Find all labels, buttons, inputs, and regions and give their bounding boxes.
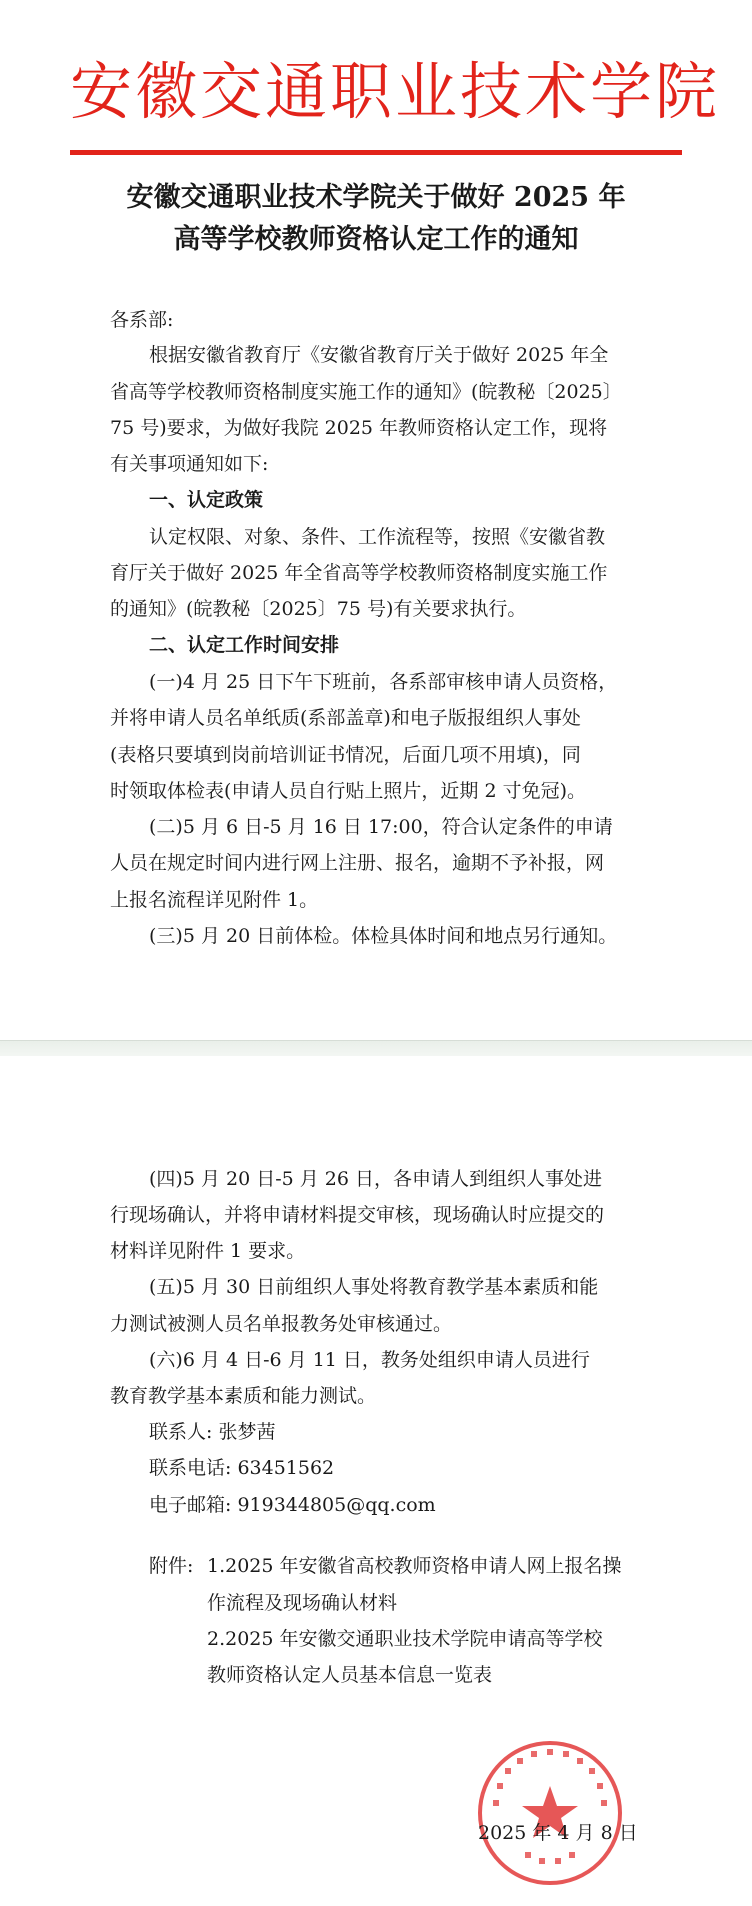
schedule-item-2-line-1: (二)5 月 6 日-5 月 16 日 17:00，符合认定条件的申请 xyxy=(149,816,613,838)
section-1-line-1: 认定权限、对象、条件、工作流程等，按照《安徽省教 xyxy=(149,526,606,548)
schedule-item-4-line-1: (四)5 月 20 日-5 月 26 日，各申请人到组织人事处进 xyxy=(149,1168,603,1190)
intro-line-1: 根据安徽省教育厅《安徽省教育厅关于做好 2025 年全 xyxy=(149,344,609,366)
notice-title-line-1: 安徽交通职业技术学院关于做好 2025 年 xyxy=(126,182,626,213)
schedule-item-2-line-3: 上报名流程详见附件 1。 xyxy=(110,889,319,911)
letterhead-title: 安徽交通职业技术学院 xyxy=(70,55,721,128)
schedule-item-1-line-1: (一)4 月 25 日下午下班前，各系部审核申请人员资格， xyxy=(149,671,618,693)
letterhead-rule xyxy=(70,150,682,155)
schedule-item-1-line-2: 并将申请人员名单纸质(系部盖章)和电子版报组织人事处 xyxy=(110,707,581,729)
contact-email: 电子邮箱: 919344805@qq.com xyxy=(149,1494,436,1516)
attachment-1-line-2: 作流程及现场确认材料 xyxy=(207,1592,398,1614)
schedule-item-4-line-2: 行现场确认，并将申请材料提交审核，现场确认时应提交的 xyxy=(110,1204,605,1226)
intro-line-3: 75 号)要求，为做好我院 2025 年教师资格认定工作，现将 xyxy=(110,417,608,439)
attachment-2-line-1: 2.2025 年安徽交通职业技术学院申请高等学校 xyxy=(207,1628,603,1650)
section-1-line-2: 育厅关于做好 2025 年全省高等学校教师资格制度实施工作 xyxy=(110,562,608,584)
contact-person: 联系人: 张梦茜 xyxy=(149,1421,276,1443)
schedule-item-1-line-4: 时领取体检表(申请人员自行贴上照片，近期 2 寸免冠)。 xyxy=(110,780,586,802)
section-1-line-3: 的通知》(皖教秘〔2025〕75 号)有关要求执行。 xyxy=(110,598,527,620)
schedule-item-5-line-2: 力测试被测人员名单报教务处审核通过。 xyxy=(110,1313,453,1335)
salutation: 各系部: xyxy=(110,309,174,331)
schedule-item-5-line-1: (五)5 月 30 日前组织人事处将教育教学基本素质和能 xyxy=(149,1276,599,1298)
section-2-heading: 二、认定工作时间安排 xyxy=(149,634,340,656)
schedule-item-6-line-2: 教育教学基本素质和能力测试。 xyxy=(110,1385,377,1407)
contact-phone: 联系电话: 63451562 xyxy=(149,1457,335,1479)
schedule-item-6-line-1: (六)6 月 4 日-6 月 11 日，教务处组织申请人员进行 xyxy=(149,1349,590,1371)
issue-date: 2025 年 4 月 8 日 xyxy=(478,1822,638,1844)
schedule-item-3-line-1: (三)5 月 20 日前体检。体检具体时间和地点另行通知。 xyxy=(149,925,618,947)
official-seal xyxy=(475,1738,625,1888)
notice-title-line-2: 高等学校教师资格认定工作的通知 xyxy=(173,224,579,255)
attachment-2-line-2: 教师资格认定人员基本信息一览表 xyxy=(207,1664,493,1686)
intro-line-4: 有关事项通知如下: xyxy=(110,453,269,475)
attachment-1-line-1: 1.2025 年安徽省高校教师资格申请人网上报名操 xyxy=(207,1555,622,1577)
intro-line-2: 省高等学校教师资格制度实施工作的通知》(皖教秘〔2025〕 xyxy=(110,381,622,403)
section-1-heading: 一、认定政策 xyxy=(149,489,264,511)
schedule-item-2-line-2: 人员在规定时间内进行网上注册、报名，逾期不予补报，网 xyxy=(110,852,605,874)
attachments-label: 附件: xyxy=(149,1555,194,1577)
schedule-item-4-line-3: 材料详见附件 1 要求。 xyxy=(110,1240,306,1262)
schedule-item-1-line-3: (表格只要填到岗前培训证书情况，后面几项不用填)，同 xyxy=(110,744,581,766)
